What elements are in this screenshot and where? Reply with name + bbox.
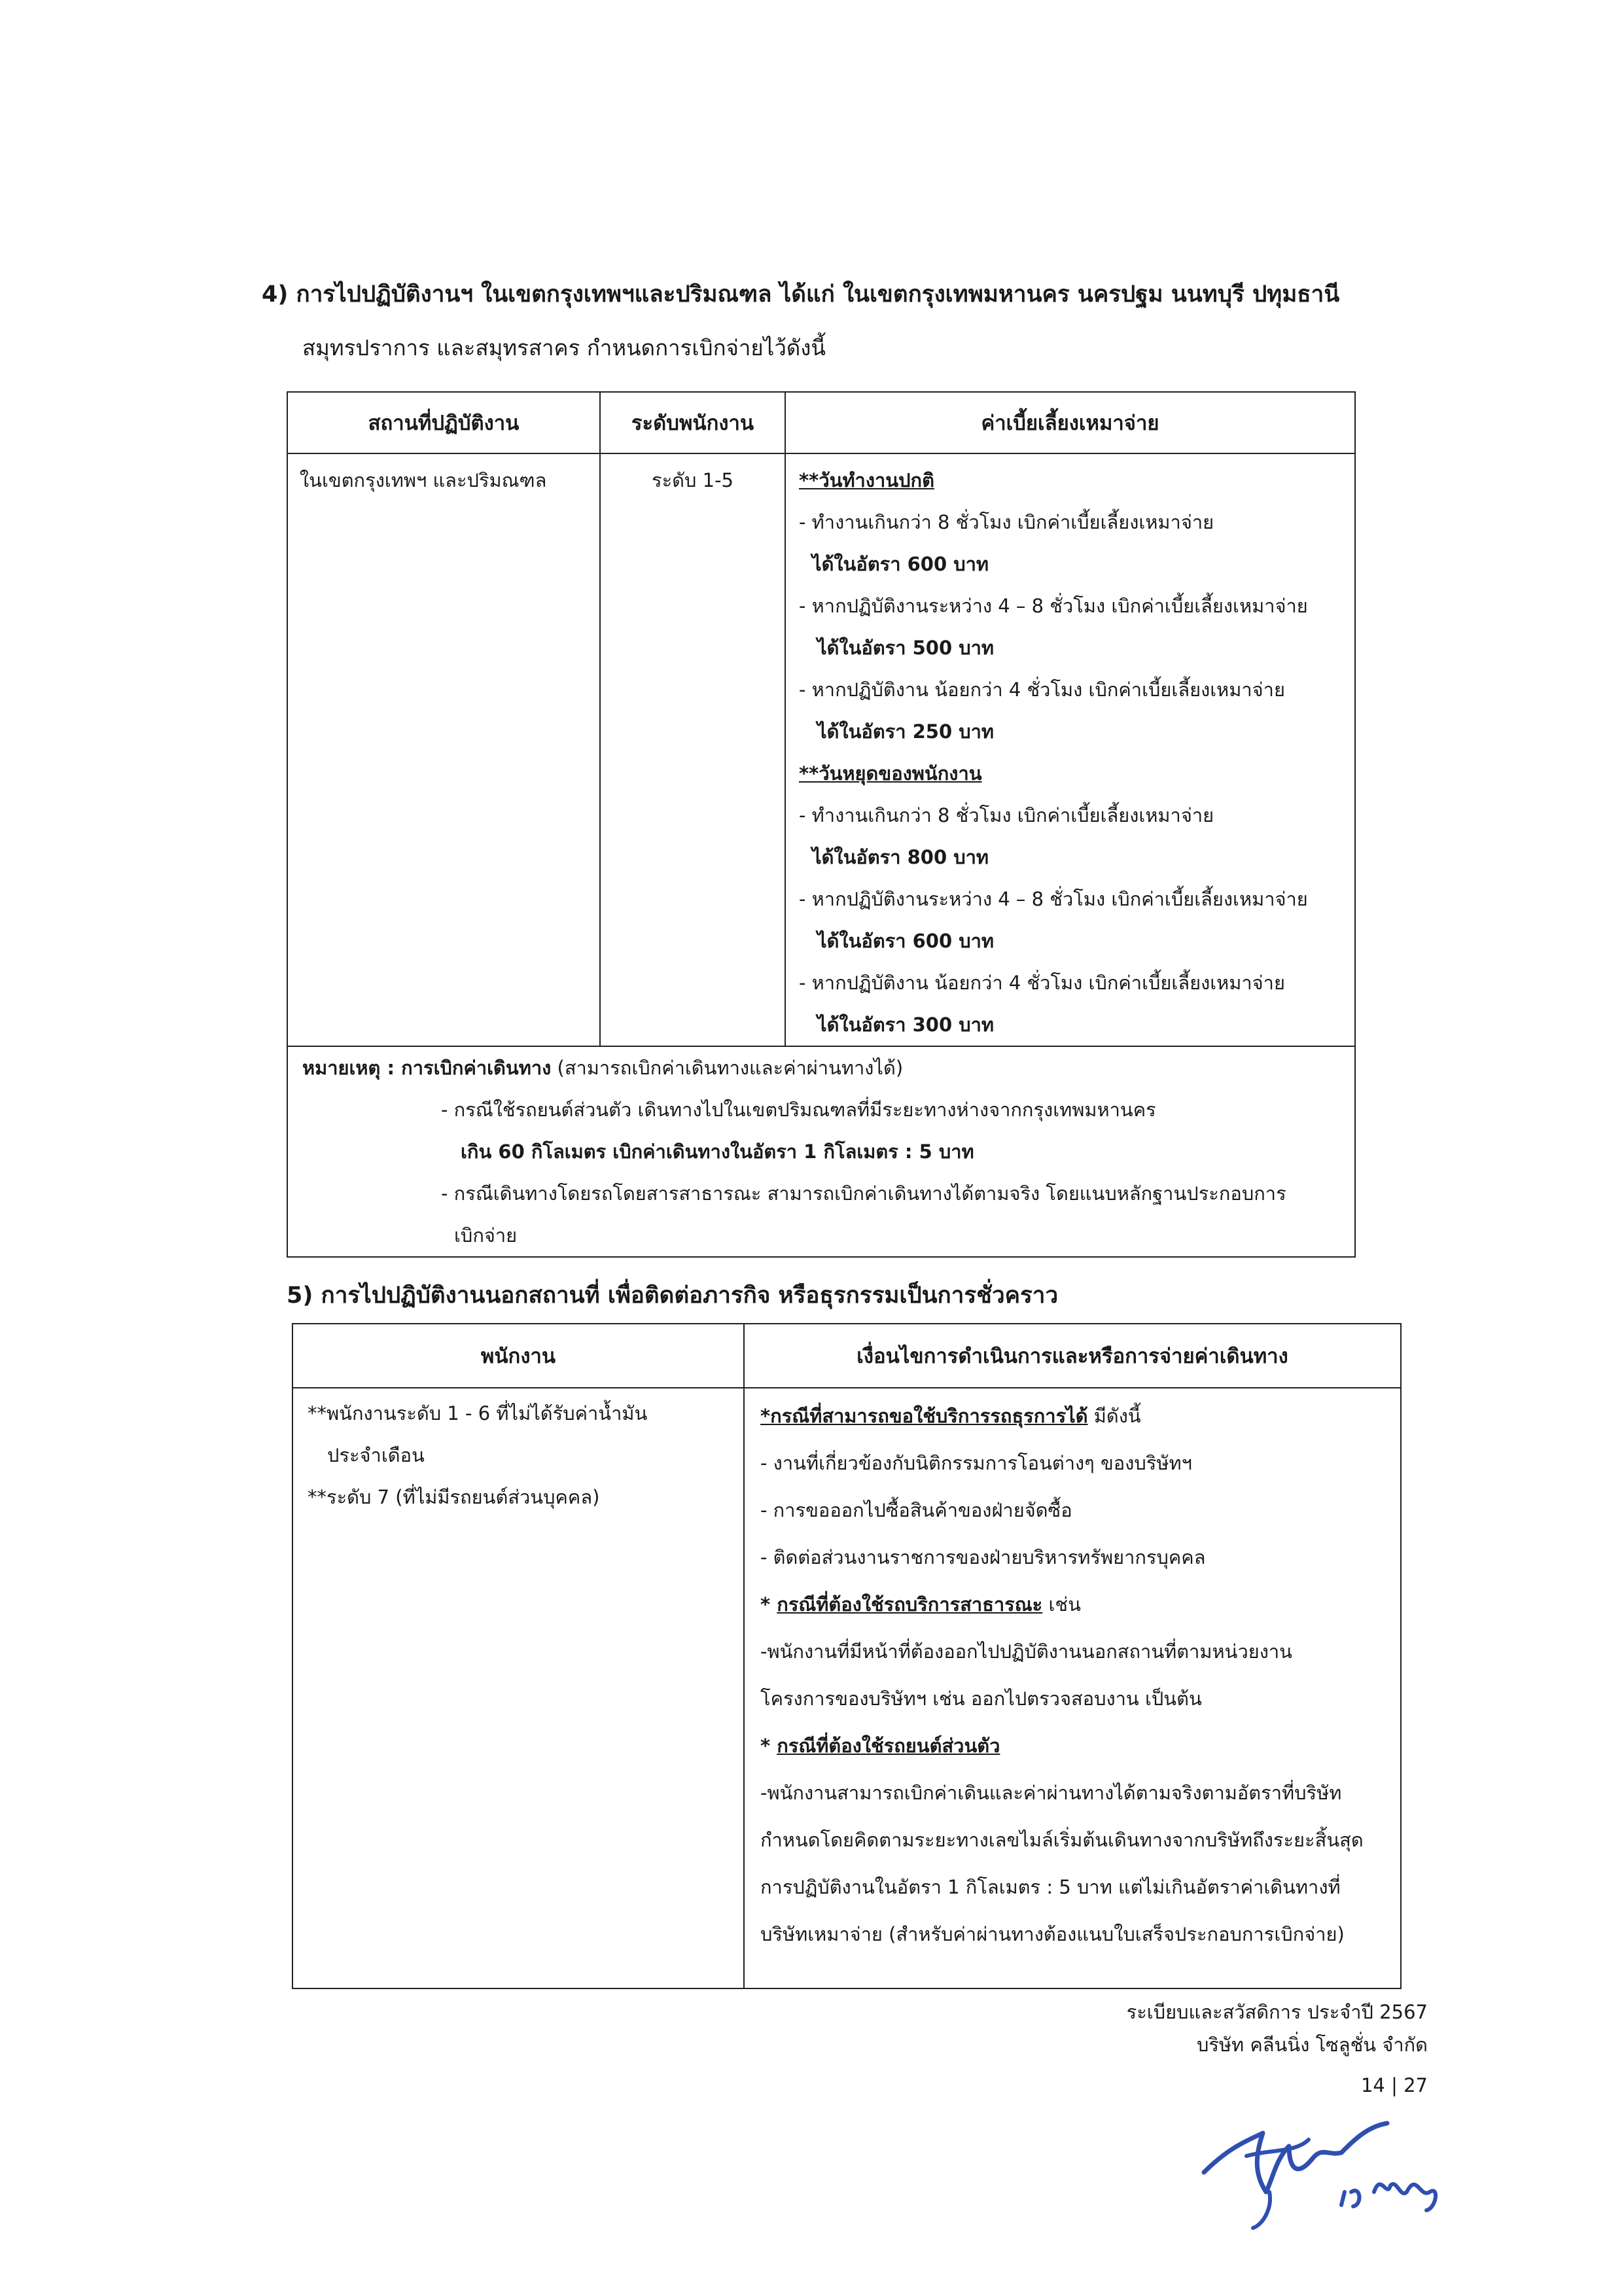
cell-location — [287, 453, 600, 1046]
section4-heading-line2: สมุทรปราการ และสมุทรสาคร กำหนดการเบิกจ่ายไว้ดังนี้ — [302, 335, 826, 361]
section5-heading: 5) การไปปฏิบัติงานนอกสถานที่ เพื่อติดต่อภารกิจ หรือธุรกรรมเป็นการชั่วคราว — [287, 1282, 1059, 1309]
employee-line-1: **พนักงานระดับ 1 - 6 ที่ไม่ได้รับค่าน้ำมัน — [308, 1402, 648, 1424]
note-line-3: - กรณีเดินทางโดยรถโดยสารสาธารณะ สามารถเบิกค่าเดินทางได้ตามจริง โดยแนบหลักฐานประกอบการ — [441, 1182, 1286, 1205]
case1-item-2: - การขอออกไปซื้อสินค้าของฝ่ายจัดซื้อ — [760, 1499, 1072, 1521]
employee-line-3: **ระดับ 7 (ที่ไม่มีรถยนต์ส่วนบุคคล) — [308, 1486, 600, 1508]
footer-company: บริษัท คลีนนิ่ง โซลูชั่น จำกัด — [1196, 2034, 1428, 2056]
cell-employee — [292, 1388, 744, 1988]
case2-line-2: โครงการของบริษัทฯ เช่น ออกไปตรวจสอบงาน เป็นต้น — [760, 1687, 1202, 1710]
note-label: หมายเหตุ : การเบิกค่าเดินทาง — [302, 1057, 552, 1079]
page-number: 14 | 27 — [1360, 2074, 1428, 2096]
note-line-1: - กรณีใช้รถยนต์ส่วนตัว เดินทางไปในเขตปริมณฑลที่มีระยะทางห่างจากกรุงเทพมหานคร — [441, 1099, 1156, 1121]
case2-suffix: เช่น — [1042, 1593, 1081, 1616]
note-header — [302, 1047, 1354, 1089]
header-conditions: เงื่อนไขการดำเนินการและหรือการจ่ายค่าเดินทาง — [744, 1324, 1401, 1388]
header-level: ระดับพนักงาน — [600, 392, 785, 453]
footer — [839, 1996, 1428, 2102]
handwritten-signature — [1191, 2094, 1466, 2238]
level-text: ระดับ 1-5 — [652, 469, 733, 491]
case1-item-1: - งานที่เกี่ยวข้องกับนิติกรรมการโอนต่างๆ ของบริษัทฯ — [760, 1452, 1192, 1474]
footer-title: ระเบียบและสวัสดิการ ประจำปี 2567 — [1126, 2001, 1428, 2023]
case1-suffix: มีดังนี้ — [1087, 1405, 1141, 1427]
case1-item-3: - ติดต่อส่วนงานราชการของฝ่ายบริหารทรัพยากรบุคคล — [760, 1546, 1206, 1568]
holiday-title: **วันหยุดของพนักงาน — [799, 762, 982, 785]
case3-line-1: -พนักงานสามารถเบิกค่าเดินและค่าผ่านทางได้ตามจริงตามอัตราที่บริษัท — [760, 1782, 1342, 1804]
case1-header — [760, 1392, 1400, 1439]
case2-title: กรณีที่ต้องใช้รถบริการสาธารณะ — [777, 1593, 1043, 1616]
workday-item-2: - หากปฏิบัติงานระหว่าง 4 – 8 ชั่วโมง เบิกค่าเบี้ยเลี้ยงเหมาจ่าย — [799, 595, 1308, 617]
header-location: สถานที่ปฏิบัติงาน — [287, 392, 600, 453]
note-label-suffix: (สามารถเบิกค่าเดินทางและค่าผ่านทางได้) — [551, 1057, 904, 1079]
workday-rate-3: ได้ในอัตรา 250 บาท — [817, 720, 995, 743]
case2-header — [760, 1581, 1400, 1628]
case3-header — [760, 1722, 1400, 1769]
section4-table — [287, 391, 1356, 1258]
section5-table — [292, 1323, 1402, 1989]
case1-title: *กรณีที่สามารถขอใช้บริการรถธุรการได้ — [760, 1405, 1088, 1427]
workday-item-1: - ทำงานเกินกว่า 8 ชั่วโมง เบิกค่าเบี้ยเลี้ยงเหมาจ่าย — [799, 511, 1214, 533]
workday-rate-2: ได้ในอัตรา 500 บาท — [817, 637, 995, 659]
cell-level — [600, 453, 785, 1046]
holiday-rate-2: ได้ในอัตรา 600 บาท — [817, 930, 995, 952]
holiday-rate-3: ได้ในอัตรา 300 บาท — [817, 1014, 995, 1036]
case2-line-1: -พนักงานที่มีหน้าที่ต้องออกไปปฏิบัติงานนอกสถานที่ตามหน่วยงาน — [760, 1640, 1292, 1663]
location-text: ในเขตกรุงเทพฯ และปริมณฑล — [300, 469, 547, 491]
note-line-2: เกิน 60 กิโลเมตร เบิกค่าเดินทางในอัตรา 1 กิโลเมตร : 5 บาท — [461, 1140, 974, 1163]
cell-conditions — [744, 1388, 1401, 1988]
case3-line-2: กำหนดโดยคิดตามระยะทางเลขไมล์เริ่มต้นเดินทางจากบริษัทถึงระยะสิ้นสุด — [760, 1829, 1364, 1851]
employee-line-2: ประจำเดือน — [327, 1444, 425, 1466]
workday-rate-1: ได้ในอัตรา 600 บาท — [812, 553, 989, 575]
cell-allowance — [785, 453, 1355, 1046]
note-cell — [287, 1046, 1355, 1257]
note-line-4: เบิกจ่าย — [454, 1224, 518, 1246]
case3-prefix: * — [760, 1735, 777, 1757]
case3-title: กรณีที่ต้องใช้รถยนต์ส่วนตัว — [777, 1735, 1000, 1757]
case2-prefix: * — [760, 1593, 777, 1616]
case3-line-4: บริษัทเหมาจ่าย (สำหรับค่าผ่านทางต้องแนบใบเสร็จประกอบการเบิกจ่าย) — [760, 1923, 1345, 1945]
holiday-item-2: - หากปฏิบัติงานระหว่าง 4 – 8 ชั่วโมง เบิกค่าเบี้ยเลี้ยงเหมาจ่าย — [799, 888, 1308, 910]
workday-title: **วันทำงานปกติ — [799, 469, 934, 491]
header-allowance: ค่าเบี้ยเลี้ยงเหมาจ่าย — [785, 392, 1355, 453]
holiday-item-1: - ทำงานเกินกว่า 8 ชั่วโมง เบิกค่าเบี้ยเลี้ยงเหมาจ่าย — [799, 804, 1214, 826]
case3-line-3: การปฏิบัติงานในอัตรา 1 กิโลเมตร : 5 บาท แต่ไม่เกินอัตราค่าเดินทางที่ — [760, 1876, 1341, 1898]
holiday-rate-1: ได้ในอัตรา 800 บาท — [812, 846, 989, 868]
workday-item-3: - หากปฏิบัติงาน น้อยกว่า 4 ชั่วโมง เบิกค่าเบี้ยเลี้ยงเหมาจ่าย — [799, 679, 1285, 701]
header-employee: พนักงาน — [292, 1324, 744, 1388]
holiday-item-3: - หากปฏิบัติงาน น้อยกว่า 4 ชั่วโมง เบิกค่าเบี้ยเลี้ยงเหมาจ่าย — [799, 972, 1285, 994]
section4-heading: 4) การไปปฏิบัติงานฯ ในเขตกรุงเทพฯและปริมณฑล ได้แก่ ในเขตกรุงเทพมหานคร นครปฐม นนทบุรี ปทุมธานี — [262, 281, 1340, 308]
